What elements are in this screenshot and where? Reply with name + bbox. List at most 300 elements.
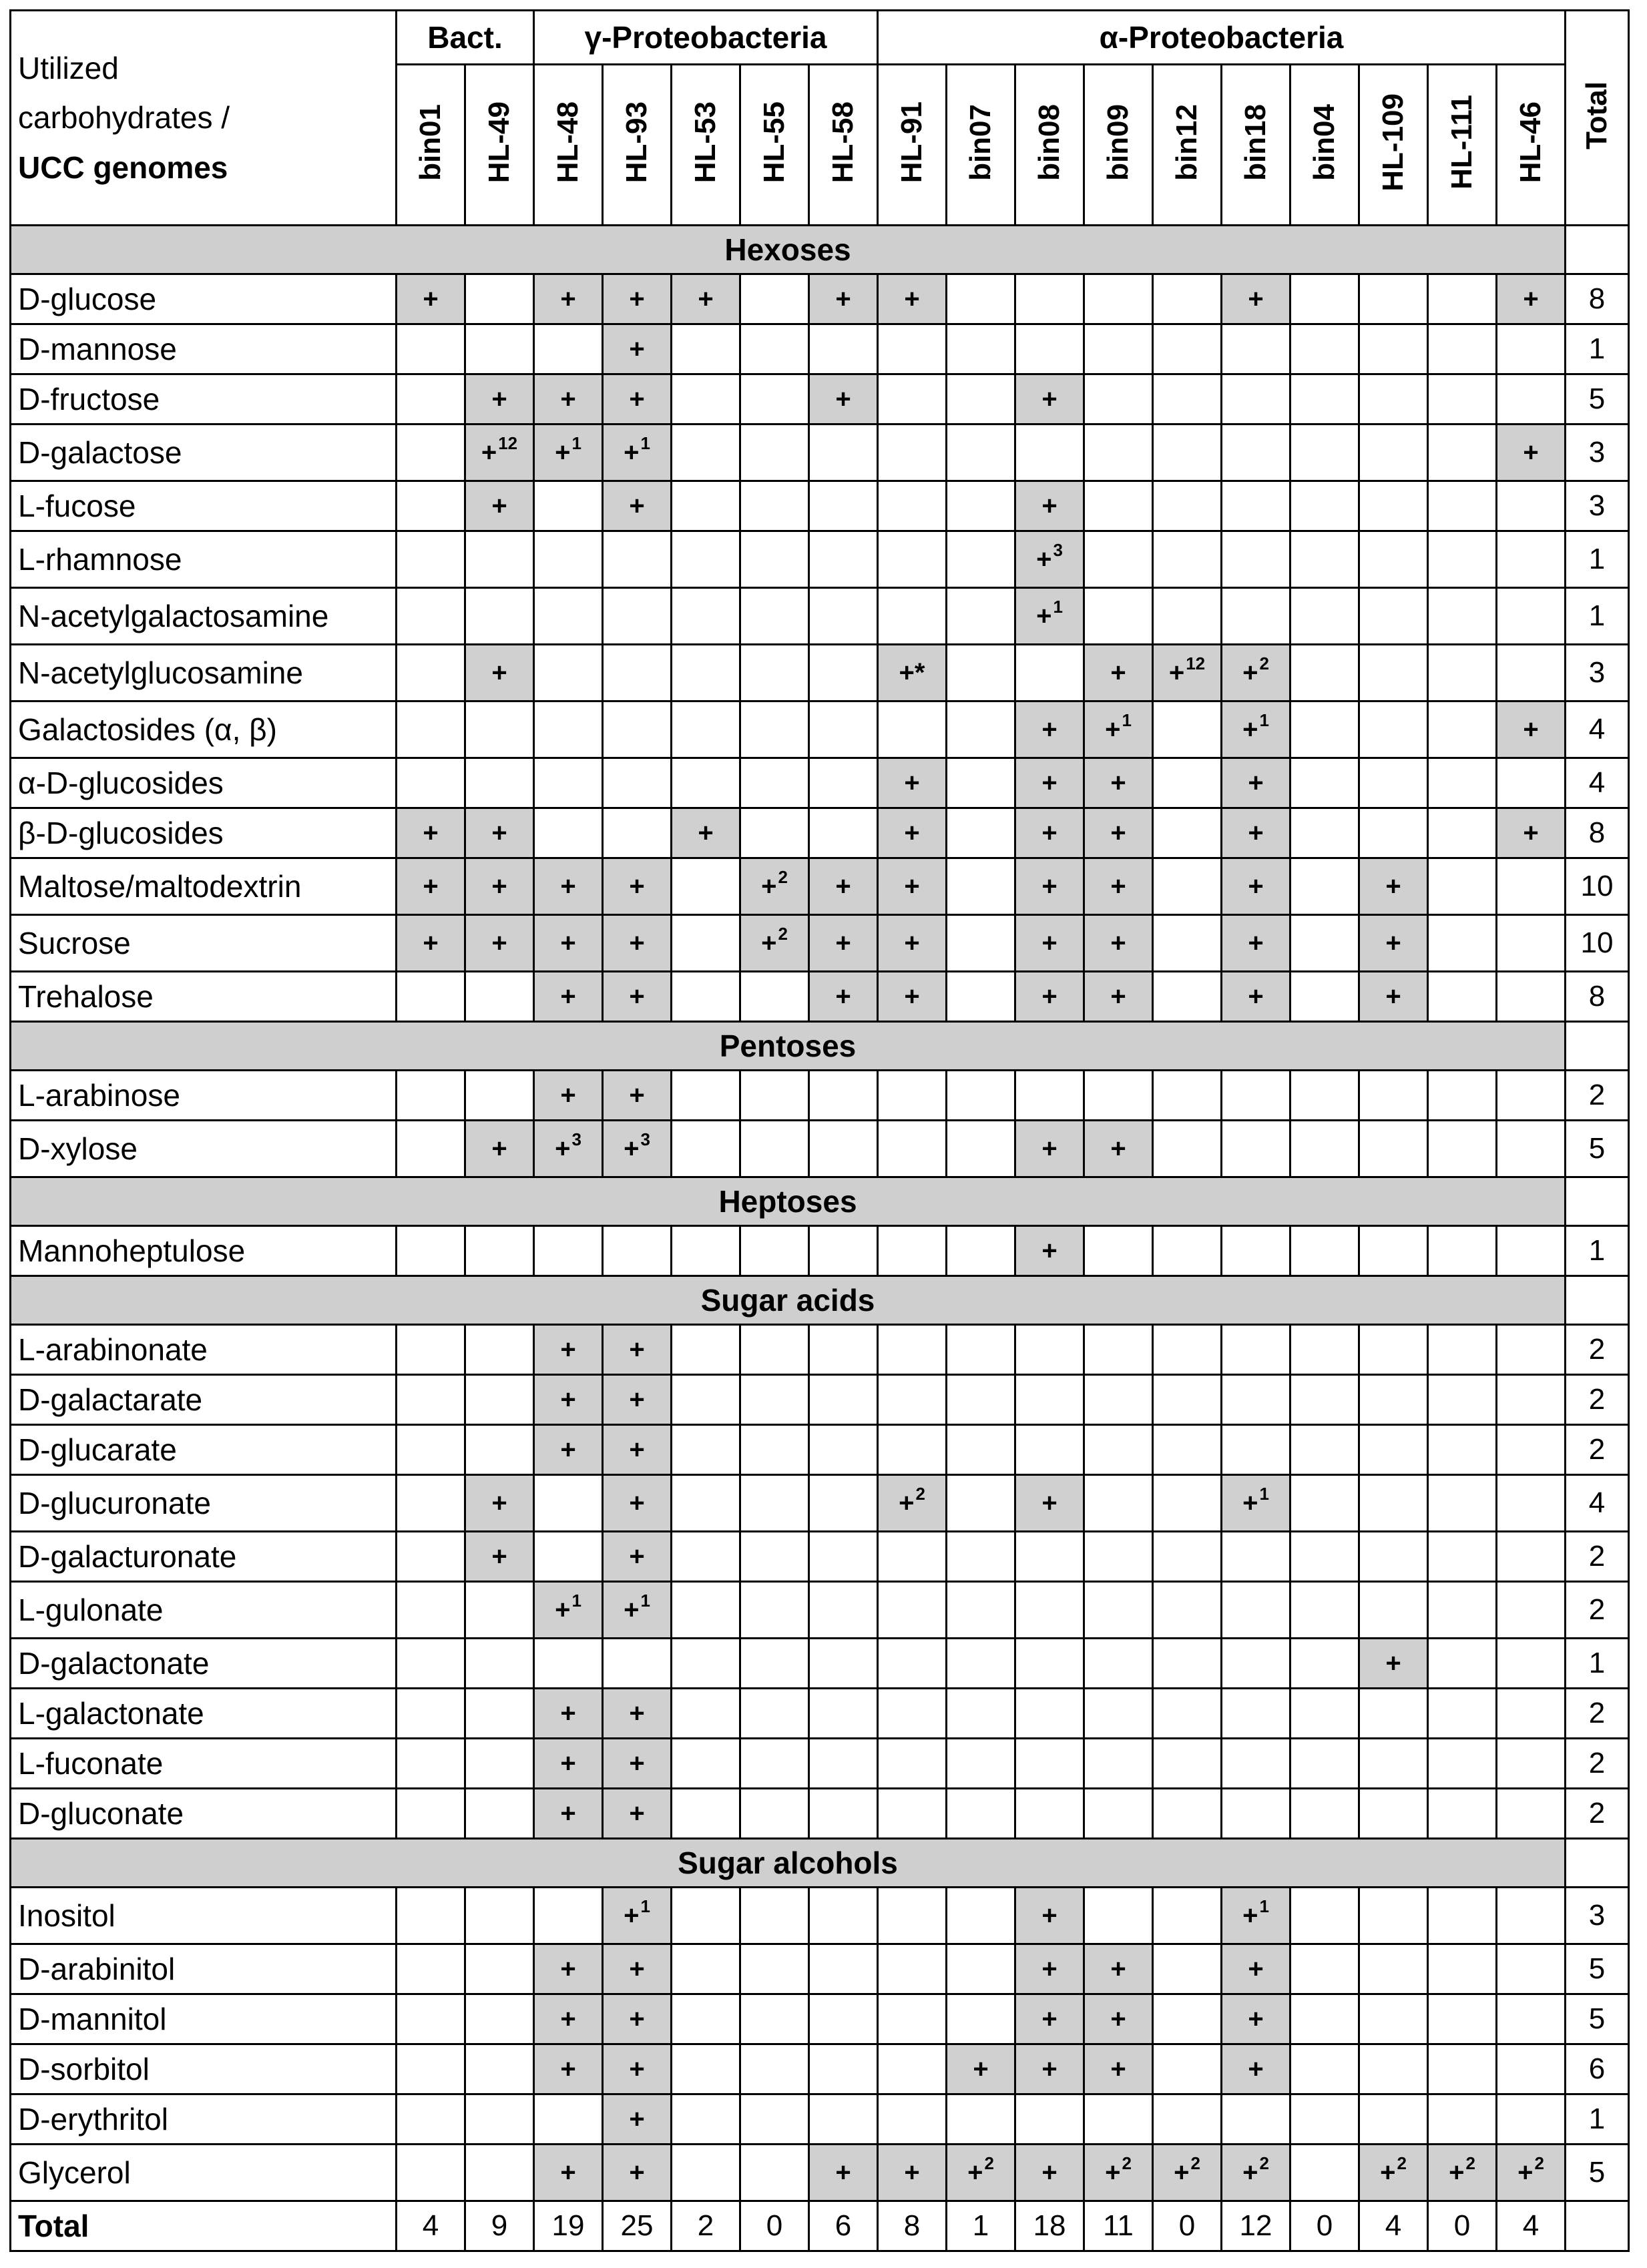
footnote-marker: 2 [778,924,788,944]
empty-cell [1153,2044,1222,2094]
empty-cell [1359,2094,1428,2145]
carbohydrate-name: L-galactonate [11,1689,397,1739]
empty-cell [878,1639,947,1689]
empty-cell [1428,1689,1497,1739]
empty-cell [1084,1226,1153,1276]
totals-row [11,2201,1629,2251]
empty-cell [1222,1639,1290,1689]
utilization-mark-cell [1497,701,1566,758]
utilization-mark: + [629,872,645,901]
utilization-mark-cell [1222,858,1290,915]
empty-cell [947,1475,1015,1532]
empty-cell [809,2044,878,2094]
utilization-mark: + [904,284,920,314]
row-total: 8 [1566,808,1629,858]
footnote-marker: 2 [1190,2153,1200,2173]
table-row [11,915,1629,972]
table-row [11,2145,1629,2201]
utilization-mark-cell [809,374,878,424]
empty-cell [1153,1639,1222,1689]
empty-cell [1497,481,1566,531]
utilization-mark: + [1174,2158,1190,2187]
empty-cell [1497,1888,1566,1944]
row-total: 5 [1566,1944,1629,1994]
utilization-mark-cell [465,915,534,972]
empty-cell [397,324,465,374]
empty-cell [740,481,809,531]
table-row [11,808,1629,858]
empty-cell [1359,1475,1428,1532]
row-total: 3 [1566,645,1629,701]
table-row [11,324,1629,374]
empty-cell [1428,1532,1497,1582]
genome-total: 11 [1084,2201,1153,2251]
empty-cell [947,1994,1015,2044]
empty-cell [1359,758,1428,808]
empty-cell [809,1888,878,1944]
empty-cell [740,1639,809,1689]
empty-cell [878,2094,947,2145]
utilization-mark-cell [672,274,740,324]
genome-header-cell [1428,65,1497,226]
empty-cell [947,324,1015,374]
carbohydrate-name: D-xylose [11,1121,397,1177]
genome-total: 0 [1290,2201,1359,2251]
carbohydrate-name: Mannoheptulose [11,1226,397,1276]
empty-cell [1222,1325,1290,1375]
empty-cell [1290,1994,1359,2044]
empty-cell [1428,274,1497,324]
utilization-mark-cell [809,858,878,915]
genome-label: bin18 [1239,103,1272,181]
section-total-blank [1566,1022,1629,1071]
genome-header-cell [465,65,534,226]
group-header-row [11,11,1629,65]
empty-cell [534,1226,603,1276]
empty-cell [809,1071,878,1121]
utilization-mark: + [1036,545,1052,574]
empty-cell [1222,1425,1290,1475]
empty-cell [534,2094,603,2145]
empty-cell [1359,481,1428,531]
utilization-mark: + [1110,1134,1126,1163]
row-total: 8 [1566,972,1629,1022]
footnote-marker: 2 [1534,2153,1544,2173]
empty-cell [1153,1325,1222,1375]
group-header-gamma: γ-Proteobacteria [534,11,878,65]
empty-cell [740,2094,809,2145]
utilization-mark-cell [1084,915,1153,972]
utilization-mark-cell [1222,1888,1290,1944]
utilization-mark: + [560,284,576,314]
empty-cell [1359,808,1428,858]
utilization-mark: + [629,1488,645,1518]
empty-cell [740,531,809,588]
empty-cell [1359,701,1428,758]
utilization-mark-cell [603,1375,672,1425]
utilization-mark-cell [534,2044,603,2094]
empty-cell [809,1121,878,1177]
utilization-mark: + [1041,1901,1057,1930]
carbohydrate-name: D-glucarate [11,1425,397,1475]
utilization-mark-cell [1015,1944,1084,1994]
empty-cell [1290,701,1359,758]
utilization-mark-cell [534,274,603,324]
row-total: 10 [1566,915,1629,972]
empty-cell [672,1994,740,2044]
table-row [11,1425,1629,1475]
utilization-mark-cell [1084,808,1153,858]
empty-cell [1497,1994,1566,2044]
empty-cell [1428,858,1497,915]
utilization-mark: + [560,982,576,1011]
utilization-mark-cell [1015,531,1084,588]
utilization-mark-cell [1015,972,1084,1022]
empty-cell [947,1425,1015,1475]
utilization-mark: + [491,658,507,687]
empty-cell [1290,1582,1359,1639]
utilization-mark-cell [603,1739,672,1789]
utilization-mark: + [1041,928,1057,958]
utilization-mark-cell [465,645,534,701]
empty-cell [1428,1888,1497,1944]
empty-cell [465,1582,534,1639]
empty-cell [740,274,809,324]
utilization-mark: + [491,818,507,848]
genome-total: 1 [947,2201,1015,2251]
utilization-mark: + [629,1699,645,1728]
footnote-marker: 3 [571,1129,581,1149]
utilization-mark-cell [603,858,672,915]
empty-cell [1153,324,1222,374]
genome-header-cell [740,65,809,226]
utilization-mark: + [1242,658,1258,687]
empty-cell [1359,1121,1428,1177]
carbohydrate-name: L-gulonate [11,1582,397,1639]
row-total: 5 [1566,1994,1629,2044]
empty-cell [1290,1425,1359,1475]
empty-cell [1497,1532,1566,1582]
empty-cell [1428,645,1497,701]
empty-cell [1359,274,1428,324]
empty-cell [397,701,465,758]
carbohydrate-name: α-D-glucosides [11,758,397,808]
empty-cell [1497,1375,1566,1425]
group-header-alpha: α-Proteobacteria [878,11,1566,65]
table-row [11,645,1629,701]
empty-cell [1084,1071,1153,1121]
empty-cell [1222,1226,1290,1276]
carbohydrate-name: D-sorbitol [11,2044,397,2094]
utilization-mark: + [624,1595,640,1625]
utilization-mark: + [624,1901,640,1930]
utilization-mark: + [1523,715,1539,744]
row-total: 2 [1566,1375,1629,1425]
empty-cell [947,1071,1015,1121]
empty-cell [672,2094,740,2145]
empty-cell [397,374,465,424]
carbohydrate-name: D-erythritol [11,2094,397,2145]
empty-cell [809,1325,878,1375]
empty-cell [1153,374,1222,424]
empty-cell [878,1739,947,1789]
utilization-mark: + [555,1595,571,1625]
empty-cell [1153,588,1222,645]
utilization-mark-cell [1084,1944,1153,1994]
empty-cell [397,1639,465,1689]
utilization-mark-cell [534,1375,603,1425]
utilization-mark: + [491,1134,507,1163]
empty-cell [672,2145,740,2201]
carbohydrate-name: L-arabinonate [11,1325,397,1375]
empty-cell [809,531,878,588]
utilization-mark: + [423,284,439,314]
empty-cell [1428,531,1497,588]
empty-cell [947,588,1015,645]
utilization-mark-cell [1084,758,1153,808]
utilization-mark: + [624,1134,640,1163]
utilization-mark: + [1041,2004,1057,2034]
table-row [11,758,1629,808]
empty-cell [1290,808,1359,858]
empty-cell [1222,424,1290,481]
utilization-mark: + [629,1335,645,1364]
empty-cell [809,1789,878,1839]
utilization-mark-cell [1084,1994,1153,2044]
carbohydrate-name: D-galactarate [11,1375,397,1425]
genome-label: bin04 [1308,103,1341,181]
empty-cell [1290,1375,1359,1425]
utilization-mark: + [835,284,851,314]
empty-cell [1084,424,1153,481]
empty-cell [947,1789,1015,1839]
section-title: Pentoses [11,1022,1566,1071]
empty-cell [1497,1425,1566,1475]
genome-total: 0 [740,2201,809,2251]
genome-label: HL-109 [1377,93,1409,192]
table-row [11,1739,1629,1789]
utilization-mark-cell [534,424,603,481]
empty-cell [672,1582,740,1639]
utilization-mark: + [1248,982,1264,1011]
table-row [11,1994,1629,2044]
utilization-mark-cell [603,481,672,531]
utilization-mark-cell [1015,374,1084,424]
empty-cell [397,2044,465,2094]
genome-total: 0 [1153,2201,1222,2251]
empty-cell [465,1071,534,1121]
empty-cell [1222,588,1290,645]
utilization-mark: + [1110,2004,1126,2034]
carbohydrate-name: D-galactose [11,424,397,481]
empty-cell [1222,1532,1290,1582]
empty-cell [1428,1739,1497,1789]
utilization-mark-cell [603,1121,672,1177]
utilization-mark: + [423,818,439,848]
empty-cell [1290,1475,1359,1532]
utilization-mark-cell [809,915,878,972]
empty-cell [603,531,672,588]
table-row [11,1689,1629,1739]
empty-cell [672,1375,740,1425]
empty-cell [1428,424,1497,481]
utilization-mark-cell [1222,1475,1290,1532]
empty-cell [397,1425,465,1475]
empty-cell [740,1425,809,1475]
empty-cell [878,701,947,758]
empty-cell [1084,1888,1153,1944]
grand-total-blank [1566,2201,1629,2251]
empty-cell [947,972,1015,1022]
utilization-mark: + [1523,438,1539,467]
utilization-mark: + [629,928,645,958]
empty-cell [740,1888,809,1944]
empty-cell [947,858,1015,915]
empty-cell [1428,1226,1497,1276]
footnote-marker: 2 [984,2153,994,2173]
utilization-mark: + [1523,284,1539,314]
genome-label: HL-111 [1445,95,1478,190]
empty-cell [1153,274,1222,324]
empty-cell [1497,1944,1566,1994]
utilization-mark: + [560,872,576,901]
genome-total: 9 [465,2201,534,2251]
empty-cell [1153,1532,1222,1582]
utilization-mark-cell [534,1944,603,1994]
empty-cell [672,1789,740,1839]
empty-cell [947,808,1015,858]
row-total: 8 [1566,274,1629,324]
empty-cell [740,1226,809,1276]
footnote-marker: 2 [1259,653,1269,673]
utilization-mark-cell [534,374,603,424]
utilization-mark-cell [1359,972,1428,1022]
footnote-marker: 2 [778,867,788,887]
empty-cell [1497,858,1566,915]
utilization-mark-cell [1222,972,1290,1022]
utilization-mark: + [1041,2158,1057,2187]
section-total-blank [1566,226,1629,274]
empty-cell [1084,1739,1153,1789]
carbohydrate-name: Trehalose [11,972,397,1022]
empty-cell [1428,1994,1497,2044]
genome-total: 4 [1359,2201,1428,2251]
empty-cell [1497,915,1566,972]
utilization-mark: + [1248,1954,1264,1984]
empty-cell [1428,1325,1497,1375]
empty-cell [1084,1639,1153,1689]
utilization-mark: + [629,1954,645,1984]
empty-cell [947,1944,1015,1994]
utilization-mark-cell [1015,915,1084,972]
empty-cell [1015,1689,1084,1739]
utilization-mark-cell [603,374,672,424]
empty-cell [1290,531,1359,588]
utilization-mark-cell [672,808,740,858]
utilization-mark-cell [1015,858,1084,915]
empty-cell [1428,2094,1497,2145]
footnote-marker: 2 [1465,2153,1475,2173]
empty-cell [1153,1071,1222,1121]
utilization-mark: + [1041,818,1057,848]
empty-cell [1084,1582,1153,1639]
table-row [11,588,1629,645]
utilization-mark-cell [534,972,603,1022]
empty-cell [878,531,947,588]
empty-cell [1222,1582,1290,1639]
empty-cell [1084,1689,1153,1739]
empty-cell [465,701,534,758]
empty-cell [740,2145,809,2201]
carbohydrate-name: D-gluconate [11,1789,397,1839]
section-title: Sugar alcohols [11,1839,1566,1888]
empty-cell [1290,1944,1359,1994]
genome-label: HL-55 [758,101,790,184]
carbohydrate-name: L-fucose [11,481,397,531]
empty-cell [740,1375,809,1425]
utilization-mark: + [904,768,920,798]
empty-cell [947,1888,1015,1944]
empty-cell [1290,274,1359,324]
empty-cell [1084,1789,1153,1839]
empty-cell [1153,1789,1222,1839]
utilization-mark-cell [397,808,465,858]
empty-cell [1015,2094,1084,2145]
empty-cell [740,701,809,758]
utilization-mark-cell [809,972,878,1022]
row-total: 1 [1566,1639,1629,1689]
empty-cell [1359,1425,1428,1475]
empty-cell [465,2044,534,2094]
empty-cell [1015,1582,1084,1639]
utilization-mark-cell [1222,808,1290,858]
empty-cell [672,1639,740,1689]
empty-cell [947,374,1015,424]
utilization-mark: + [904,818,920,848]
utilization-mark: + [1110,818,1126,848]
utilization-mark-cell [465,1532,534,1582]
utilization-mark: + [560,2158,576,2187]
utilization-mark-cell [397,915,465,972]
empty-cell [1359,1325,1428,1375]
empty-cell [1153,1582,1222,1639]
empty-cell [1428,1944,1497,1994]
row-total: 1 [1566,1226,1629,1276]
genome-header-cell [672,65,740,226]
empty-cell [465,758,534,808]
empty-cell [465,588,534,645]
empty-cell [397,645,465,701]
carbohydrate-name: D-fructose [11,374,397,424]
footnote-marker: 1 [571,433,581,453]
empty-cell [603,588,672,645]
empty-cell [1290,1639,1359,1689]
utilization-mark-cell [603,274,672,324]
genome-total: 0 [1428,2201,1497,2251]
empty-cell [1153,2094,1222,2145]
empty-cell [1222,1375,1290,1425]
empty-cell [1359,1789,1428,1839]
genome-header-cell [878,65,947,226]
empty-cell [947,915,1015,972]
empty-cell [465,1375,534,1425]
empty-cell [809,324,878,374]
utilization-mark: + [624,438,640,467]
utilization-mark-cell [1015,1121,1084,1177]
empty-cell [740,1944,809,1994]
empty-cell [1153,481,1222,531]
empty-cell [1153,1689,1222,1739]
